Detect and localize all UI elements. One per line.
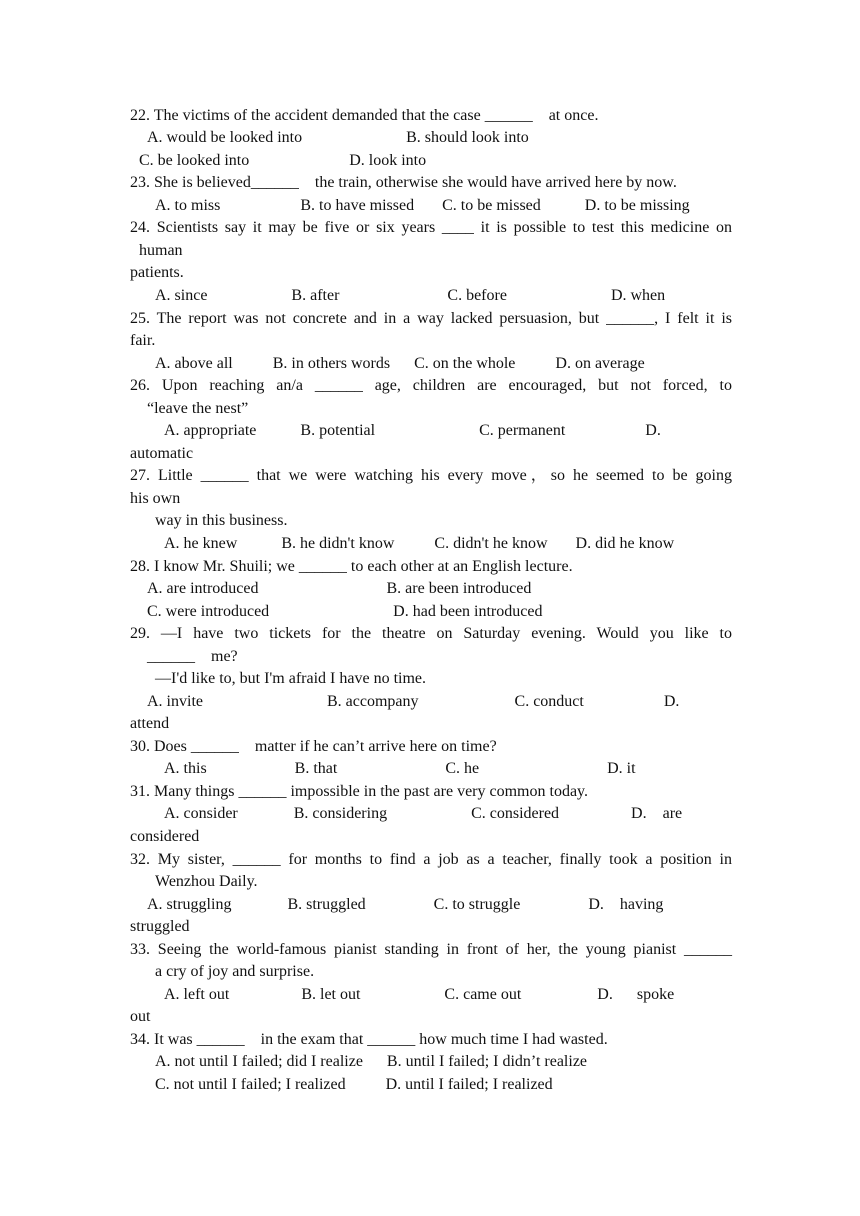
question-24-stem-end: patients. (130, 264, 184, 281)
question-28-options-row-1: A. are introduced B. are been introduced (147, 580, 532, 597)
question-25-stem-end: fair. (130, 332, 156, 349)
question-26-stem-end: “leave the nest” (147, 400, 249, 417)
question-32-stem: 32. My sister, ______ for months to find a job as a teacher, finally took a position in (130, 851, 732, 868)
question-24-options: A. since B. after C. before D. when (155, 287, 666, 304)
question-26-options-wrap: automatic (130, 445, 194, 462)
question-26-options: A. appropriate B. potential C. permanent D. (164, 422, 661, 439)
question-29-stem-end: ______ me? (147, 648, 238, 665)
question-33-stem-end: a cry of joy and surprise. (155, 963, 315, 980)
question-28-options-row-2: C. were introduced D. had been introduced (147, 603, 543, 620)
question-31-stem: 31. Many things ______ impossible in the past are very common today. (130, 783, 589, 800)
question-30-options: A. this B. that C. he D. it (164, 760, 636, 777)
question-25-options: A. above all B. in others words C. on the whole D. on average (155, 355, 645, 372)
question-29-reply: —I'd like to, but I'm afraid I have no time. (155, 670, 427, 687)
question-28-stem: 28. I know Mr. Shuili; we ______ to each other at an English lecture. (130, 558, 573, 575)
question-29-options-wrap: attend (130, 715, 170, 732)
question-22-options-row-2: C. be looked into D. look into (139, 152, 427, 169)
question-29-stem: 29. —I have two tickets for the theatre on Saturday evening. Would you like to (130, 625, 732, 642)
question-24-stem: 24. Scientists say it may be five or six years ____ it is possible to test this medicine on (130, 219, 732, 236)
question-34-options-row-2: C. not until I failed; I realized D. until I failed; I realized (155, 1076, 553, 1093)
question-32-options: A. struggling B. struggled C. to struggle D. having (147, 896, 664, 913)
question-33-options: A. left out B. let out C. came out D. spoke (164, 986, 675, 1003)
question-22-stem: 22. The victims of the accident demanded that the case ______ at once. (130, 107, 599, 124)
question-31-options-wrap: considered (130, 828, 200, 845)
question-23-options: A. to miss B. to have missed C. to be missed D. to be missing (155, 197, 690, 214)
question-27-stem-end: way in this business. (155, 512, 288, 529)
question-33-stem: 33. Seeing the world-famous pianist standing in front of her, the young pianist ______ (130, 941, 732, 958)
question-27-stem: 27. Little ______ that we were watching his every move，so he seemed to be going (130, 467, 732, 484)
question-32-options-wrap: struggled (130, 918, 190, 935)
question-24-stem-continued: human (139, 242, 183, 259)
question-30-stem: 30. Does ______ matter if he can’t arrive here on time? (130, 738, 497, 755)
question-32-stem-end: Wenzhou Daily. (155, 873, 258, 890)
question-26-stem: 26. Upon reaching an/a ______ age, children are encouraged, but not forced, to (130, 377, 732, 394)
question-23-stem: 23. She is believed______ the train, otherwise she would have arrived here by now. (130, 174, 677, 191)
question-27-stem-continued: his own (130, 490, 181, 507)
question-34-stem: 34. It was ______ in the exam that ______ how much time I had wasted. (130, 1031, 608, 1048)
question-27-options: A. he knew B. he didn't know C. didn't he know D. did he know (164, 535, 675, 552)
question-33-options-wrap: out (130, 1008, 151, 1025)
question-31-options: A. consider B. considering C. considered D. are (164, 805, 683, 822)
question-29-options: A. invite B. accompany C. conduct D. (147, 693, 680, 710)
question-34-options-row-1: A. not until I failed; did I realize B. until I failed; I didn’t realize (155, 1053, 588, 1070)
question-22-options-row-1: A. would be looked into B. should look into (147, 129, 529, 146)
question-25-stem: 25. The report was not concrete and in a way lacked persuasion, but ______, I felt it is (130, 310, 732, 327)
